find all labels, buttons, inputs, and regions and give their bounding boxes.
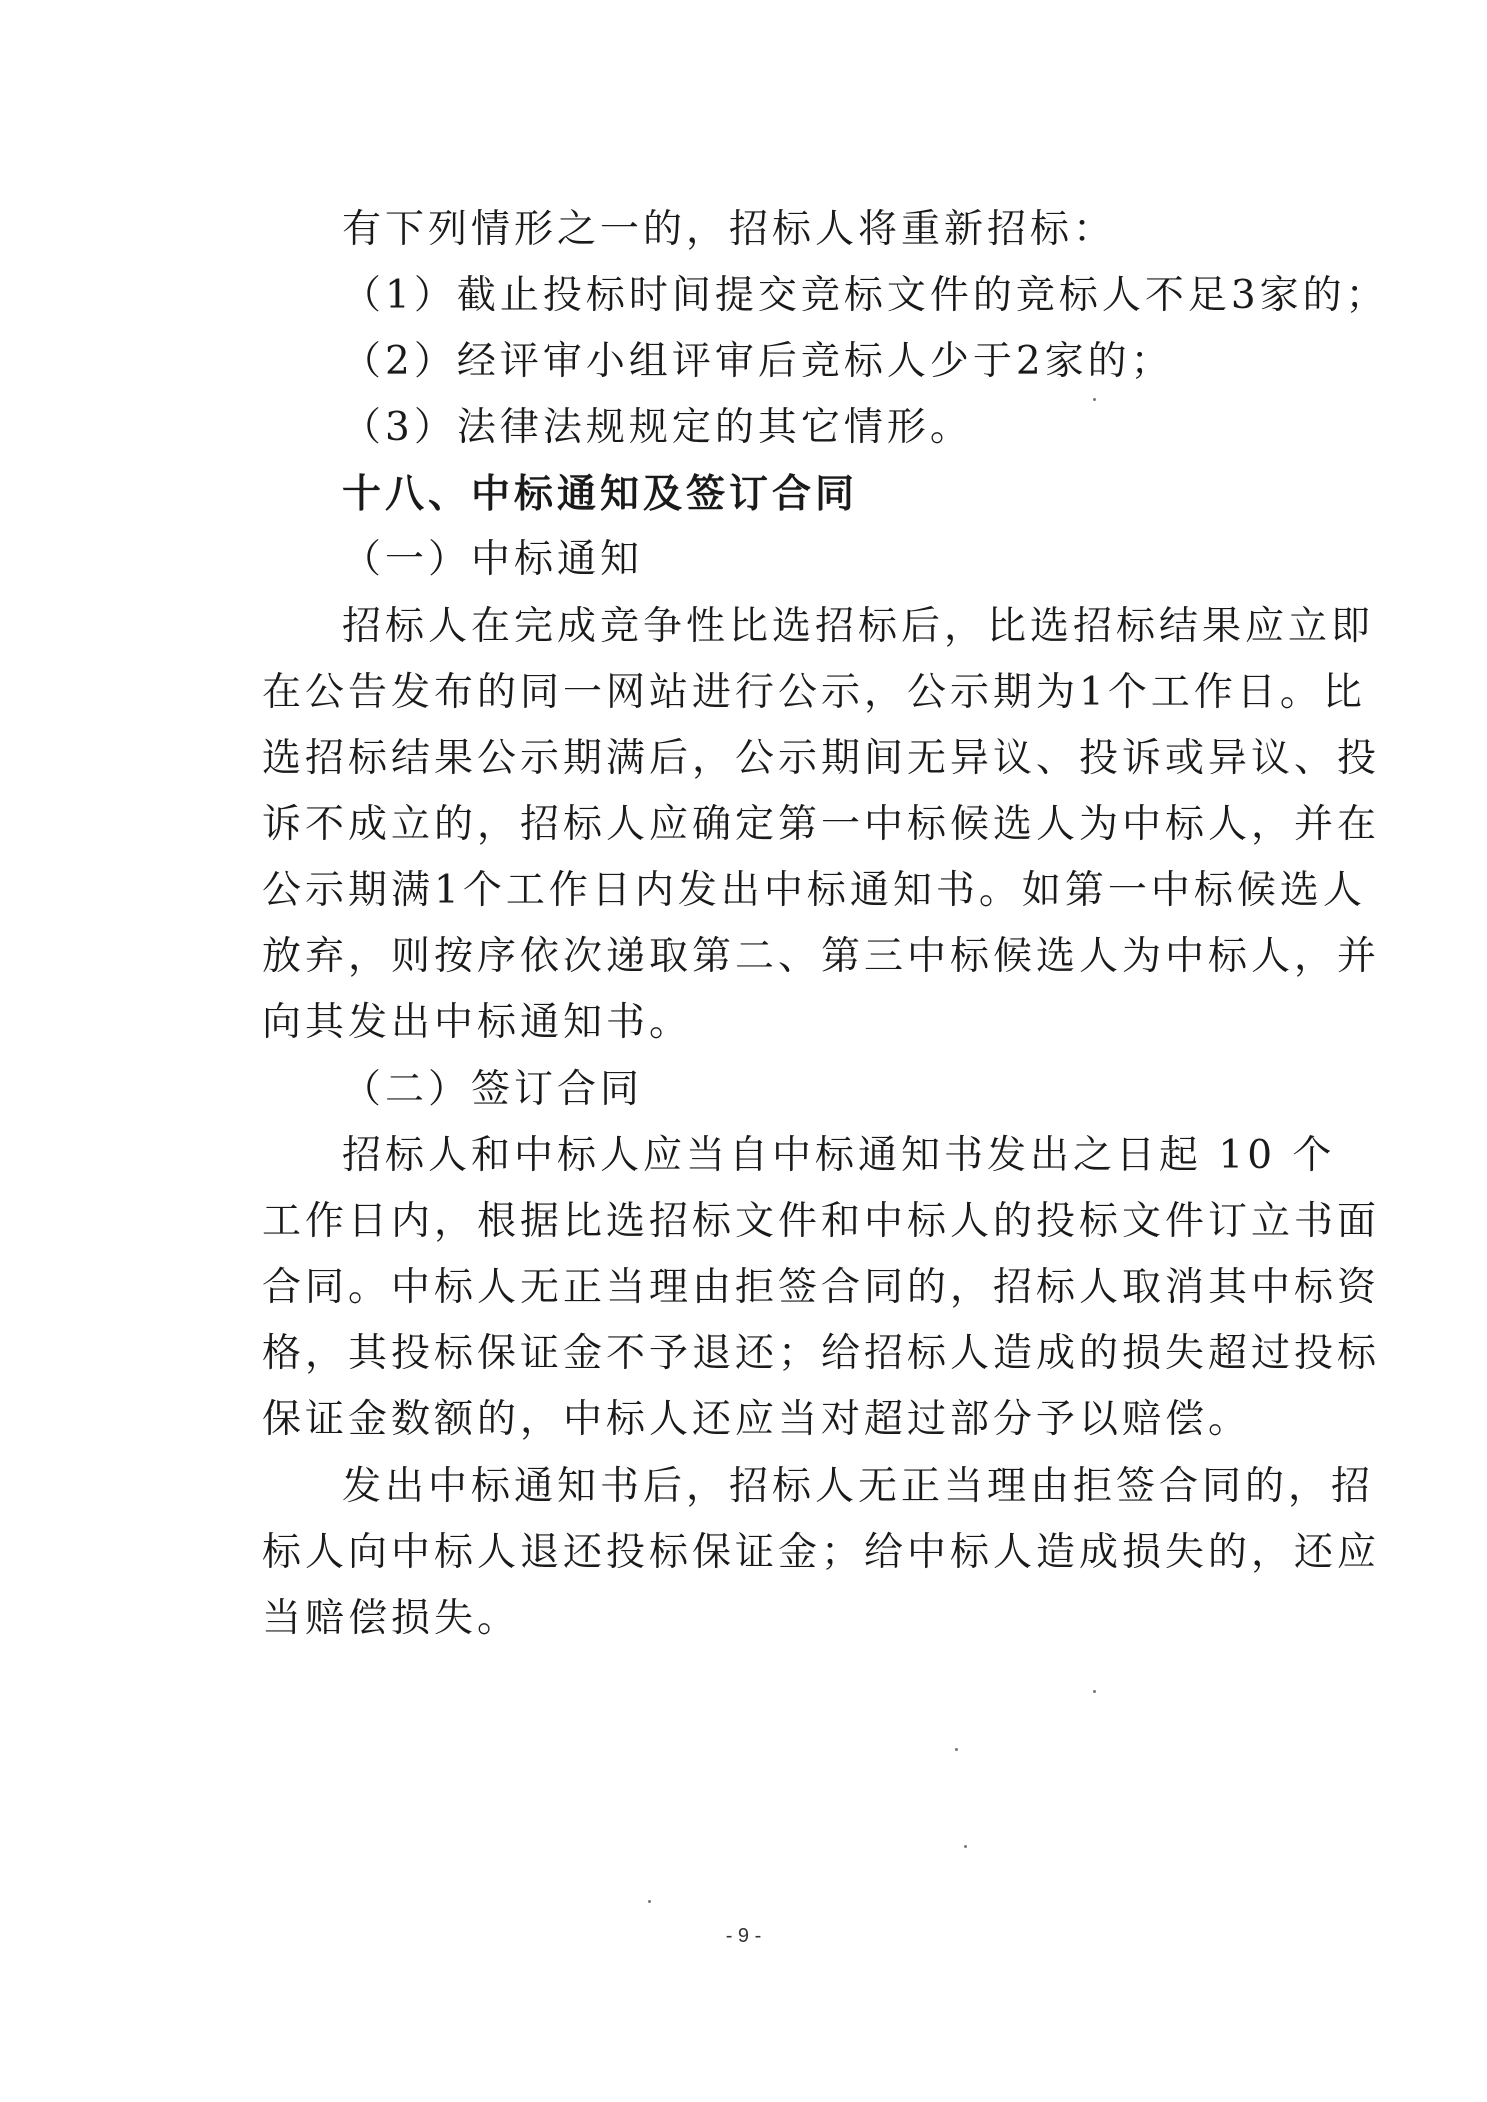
subsection-heading-contract: （二）签订合同 [342,1067,644,1112]
scan-speck [648,1900,651,1903]
paragraph-line: 工作日内，根据比选招标文件和中标人的投标文件订立书面 [262,1199,1381,1244]
list-item-3: （3）法律法规规定的其它情形。 [342,405,973,450]
scan-speck [1093,398,1096,401]
scan-speck [1093,1690,1096,1693]
paragraph-line: 格，其投标保证金不予退还；给招标人造成的损失超过投标 [262,1331,1381,1376]
paragraph-line: 诉不成立的，招标人应确定第一中标候选人为中标人，并在 [262,802,1381,847]
paragraph-line: 当赔偿损失。 [262,1596,521,1641]
scan-speck [964,1845,967,1848]
list-item-2: （2）经评审小组评审后竞标人少于2家的； [342,339,1174,384]
paragraph-line: 有下列情形之一的，招标人将重新招标： [342,207,1117,252]
paragraph-line: 标人向中标人退还投标保证金；给中标人造成损失的，还应 [262,1530,1381,1575]
paragraph-line: 招标人和中标人应当自中标通知书发出之日起 10 个 [342,1133,1336,1178]
paragraph-line: 放弃，则按序依次递取第二、第三中标候选人为中标人，并 [262,934,1381,979]
scan-speck [955,1748,958,1751]
paragraph-line: 合同。中标人无正当理由拒签合同的，招标人取消其中标资 [262,1265,1381,1310]
page-number: - 9 - [725,1925,762,1947]
list-item-1: （1）截止投标时间提交竞标文件的竞标人不足3家的； [342,273,1389,318]
paragraph-line: 向其发出中标通知书。 [262,1000,693,1045]
subsection-heading-notice: （一）中标通知 [342,537,644,582]
paragraph-line: 招标人在完成竞争性比选招标后，比选招标结果应立即 [342,604,1375,649]
section-heading: 十八、中标通知及签订合同 [342,471,859,517]
paragraph-line: 在公告发布的同一网站进行公示，公示期为1个工作日。比 [262,670,1366,715]
paragraph-line: 保证金数额的，中标人还应当对超过部分予以赔偿。 [262,1397,1252,1442]
paragraph-line: 发出中标通知书后，招标人无正当理由拒签合同的，招 [342,1464,1375,1509]
paragraph-line: 选招标结果公示期满后，公示期间无异议、投诉或异议、投 [262,736,1381,781]
paragraph-line: 公示期满1个工作日内发出中标通知书。如第一中标候选人 [262,868,1366,913]
